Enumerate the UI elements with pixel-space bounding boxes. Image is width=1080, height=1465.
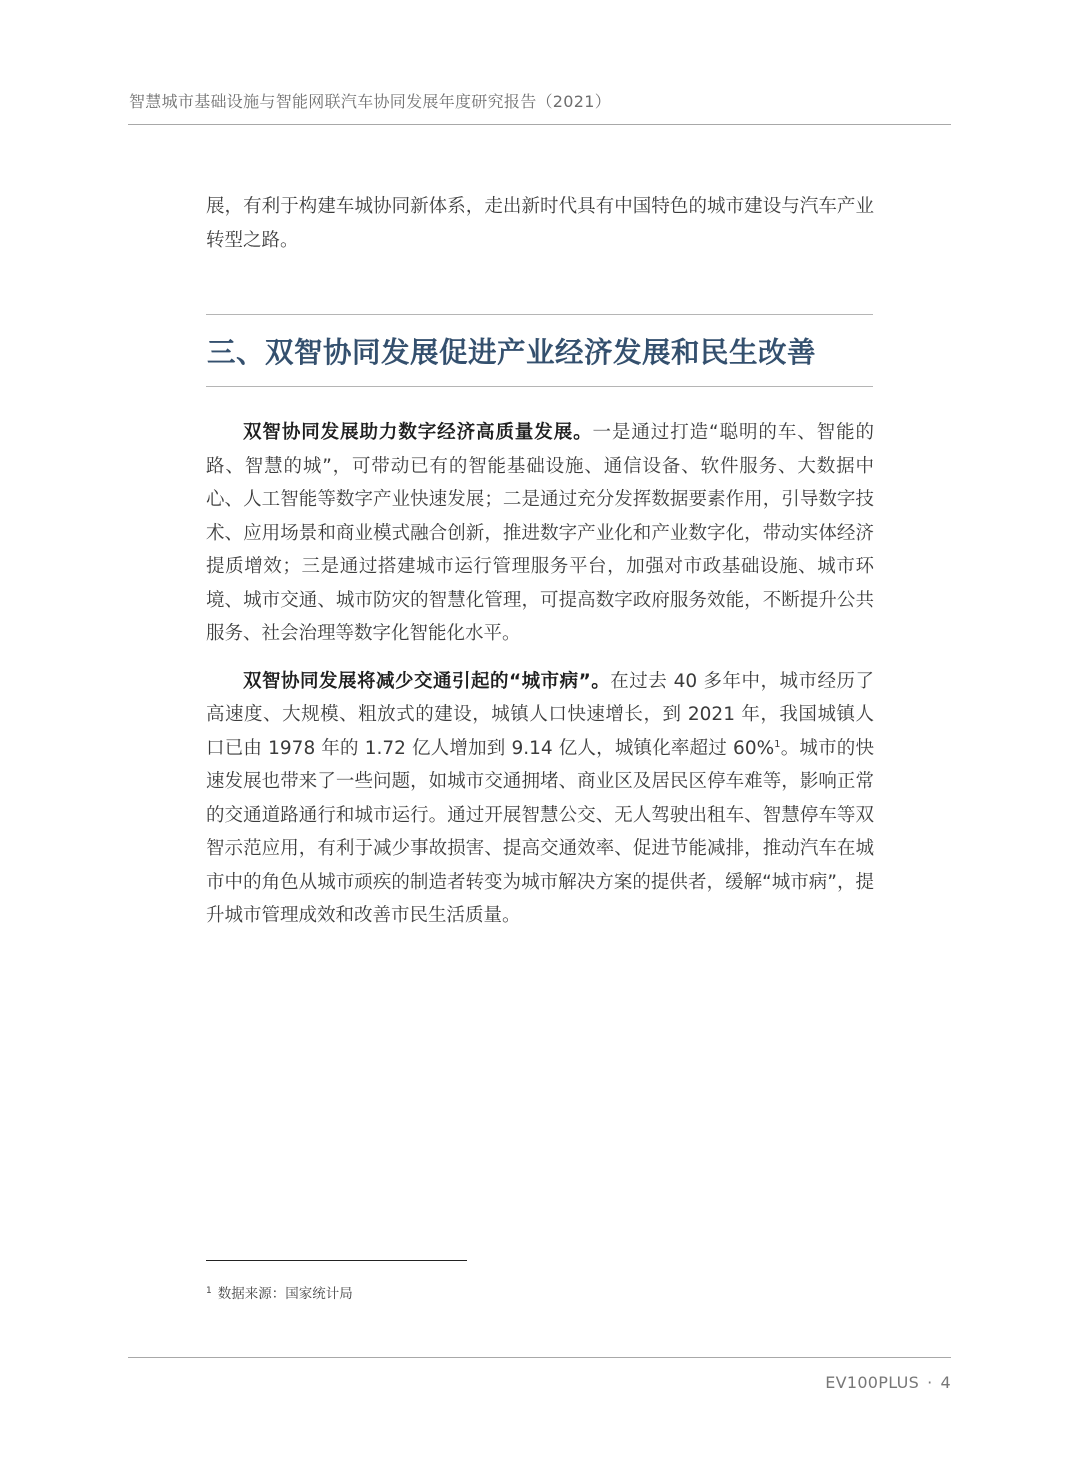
intro-paragraph: 展，有利于构建车城协同新体系，走出新时代具有中国特色的城市建设与汽车产业转型之路。 bbox=[206, 196, 874, 251]
section-body bbox=[206, 416, 874, 933]
footnote-text: 数据来源：国家统计局 bbox=[217, 1286, 353, 1302]
paragraph-urban-disease bbox=[206, 665, 874, 933]
paragraph-body-part1: 在过去 40 多年中，城市经历了高速度、大规模、粗放式的建设，城镇人口快速增长，到 2021 年，我国城镇人口已由 1978 年的 1.72 亿人增加到 9.14 亿人，城镇化率超过 60% bbox=[206, 670, 874, 759]
page-footer bbox=[825, 1373, 951, 1392]
footer-divider bbox=[128, 1357, 951, 1358]
paragraph-digital-economy bbox=[206, 416, 874, 651]
paragraph-lead: 双智协同发展助力数字经济高质量发展。 bbox=[243, 422, 593, 443]
footnote-divider bbox=[206, 1260, 467, 1261]
section-heading: 三、双智协同发展促进产业经济发展和民生改善 bbox=[207, 336, 817, 369]
section-heading-top-rule bbox=[206, 314, 873, 315]
paragraph-body-part2: 。城市的快速发展也带来了一些问题，如城市交通拥堵、商业区及居民区停车难等，影响正常的交通道路通行和城市运行。通过开展智慧公交、无人驾驶出租车、智慧停车等双智示范应用，有利于减少事故损害、提高交通效率、促进节能减排，推动汽车在城市中的角色从城市顽疾的制造者转变为城市解决方案的提供者，缓解“城市病”，提升城市管理成效和改善市民生活质量。 bbox=[206, 737, 874, 926]
footnote-reference[interactable]: 1 bbox=[774, 738, 781, 750]
footer-separator: · bbox=[927, 1373, 933, 1392]
footnote bbox=[206, 1282, 353, 1302]
page-number: 4 bbox=[940, 1373, 951, 1392]
intro-continuation bbox=[206, 190, 874, 257]
paragraph-lead: 双智协同发展将减少交通引起的“城市病”。 bbox=[243, 670, 611, 692]
publisher-name: EV100PLUS bbox=[825, 1373, 920, 1392]
header-divider bbox=[128, 124, 951, 125]
section-heading-bottom-rule bbox=[206, 386, 873, 387]
paragraph-body: 一是通过打造“聪明的车、智能的路、智慧的城”，可带动已有的智能基础设施、通信设备、软件服务、大数据中心、人工智能等数字产业快速发展；二是通过充分发挥数据要素作用，引导数字技术、应用场景和商业模式融合创新，推进数字产业化和产业数字化，带动实体经济提质增效；三是通过搭建城市运行管理服务平台，加强对市政基础设施、城市环境、城市交通、城市防灾的智慧化管理，可提高数字政府服务效能，不断提升公共服务、社会治理等数字化智能化水平。 bbox=[206, 422, 874, 644]
footnote-mark: 1 bbox=[206, 1285, 212, 1296]
running-header-title: 智慧城市基础设施与智能网联汽车协同发展年度研究报告（2021） bbox=[129, 92, 612, 111]
